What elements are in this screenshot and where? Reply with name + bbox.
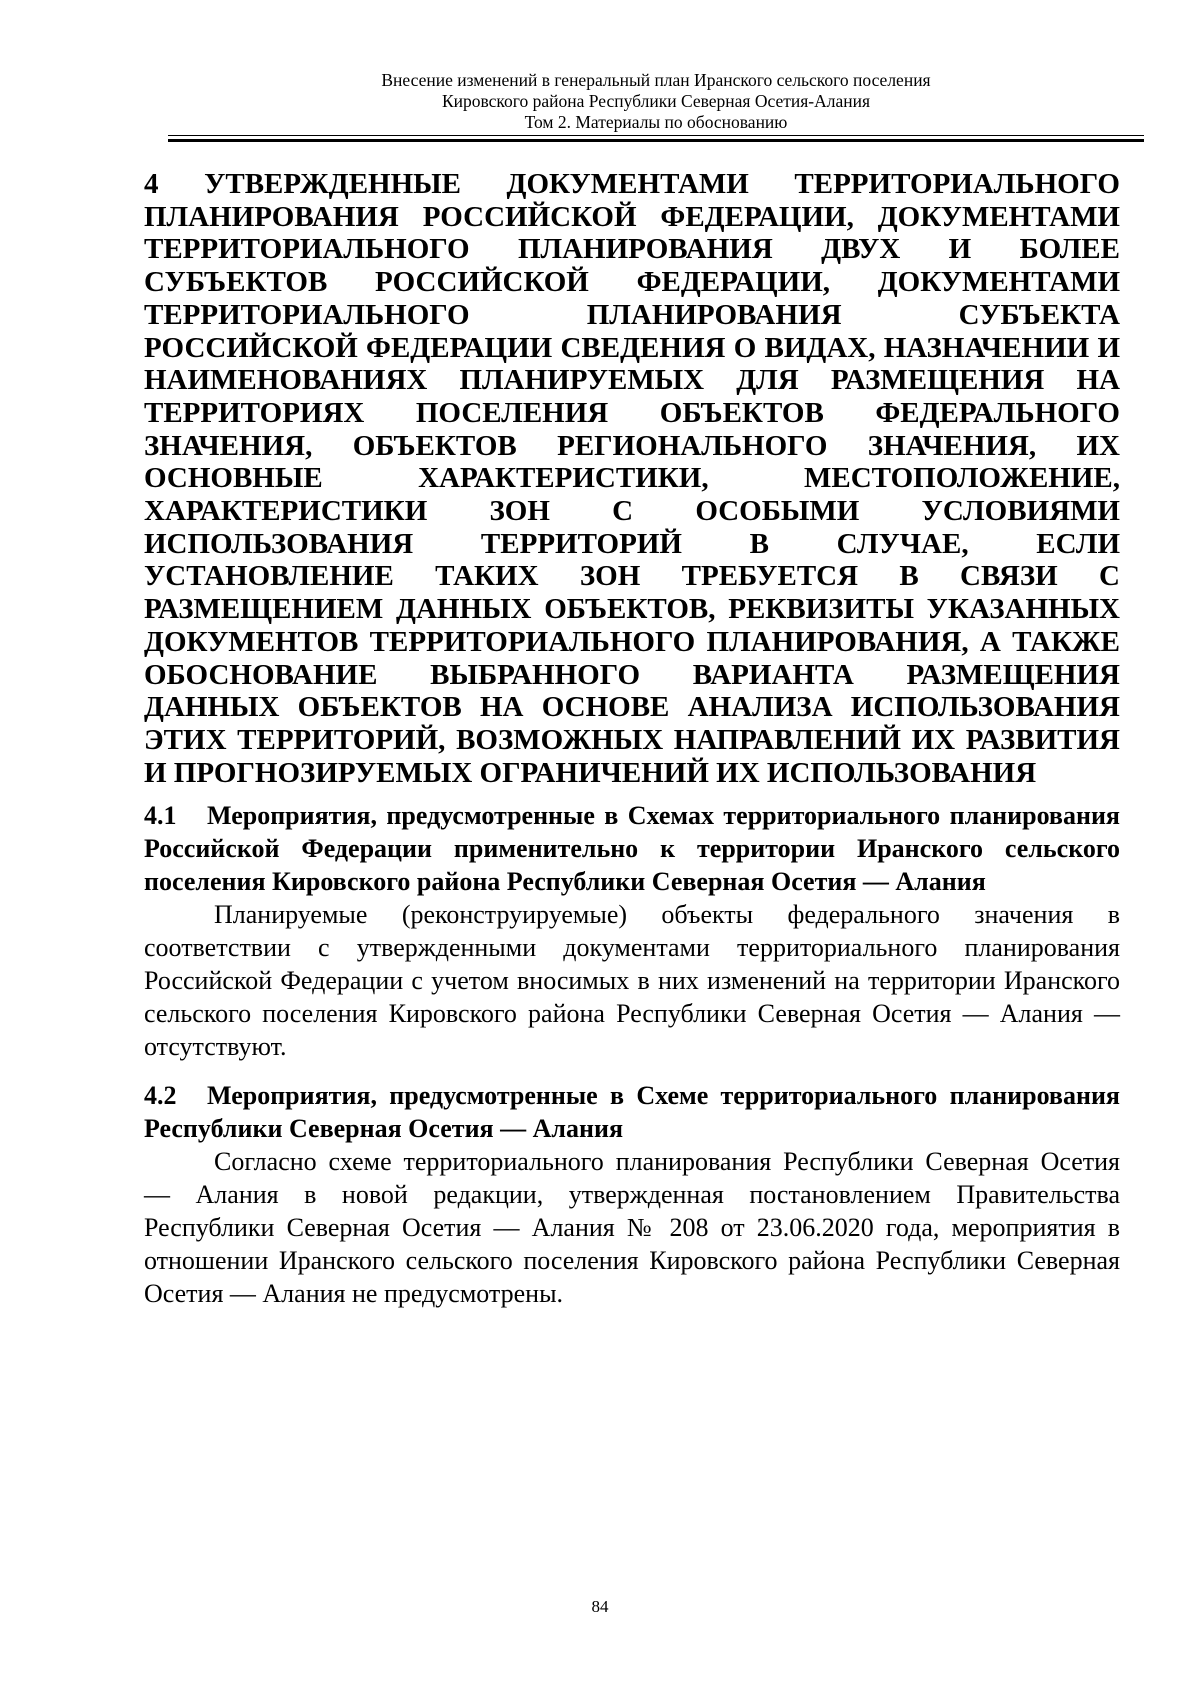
page-content — [144, 168, 1120, 1310]
section-4-1 — [144, 799, 1120, 1063]
section-body: Согласно схеме территориального планирования Республики Северная Осетия — Алания в новой редакции, утвержденная постановлением Правительства Республики Северная Осетия — Алания № 208 от 23.06.2020 года, мероприятия в отношении Иранского сельского поселения Кировского района Республики Северная Осетия — Алания не предусмотрены. — [144, 1147, 1120, 1309]
section-number: 4.2 — [144, 1081, 177, 1111]
section-title: Мероприятия, предусмотренные в Схемах территориального планирования Российской Федерации применительно к территории Иранского сельского поселения Кировского района Республики Северная Осетия — Алания — [144, 801, 1120, 897]
header-line-2: Кировского района Республики Северная Осетия-Алания — [441, 91, 871, 111]
header-rule-thick — [168, 139, 1144, 142]
section-title: Мероприятия, предусмотренные в Схеме территориального планирования Республики Северная Осетия — Алания — [144, 1081, 1120, 1144]
chapter-title: 4 УТВЕРЖДЕННЫЕ ДОКУМЕНТАМИ ТЕРРИТОРИАЛЬНОГО ПЛАНИРОВАНИЯ РОССИЙСКОЙ ФЕДЕРАЦИИ, ДОКУМЕНТАМИ ТЕРРИТОРИАЛЬНОГО ПЛАНИРОВАНИЯ ДВУХ И БОЛЕЕ СУБЪЕКТОВ РОССИЙСКОЙ ФЕДЕРАЦИИ, ДОКУМЕНТАМИ ТЕРРИТОРИАЛЬНОГО ПЛАНИРОВАНИЯ СУБЪЕКТА РОССИЙСКОЙ ФЕДЕРАЦИИ СВЕДЕНИЯ О ВИДАХ, НАЗНАЧЕНИИ И НАИМЕНОВАНИЯХ ПЛАНИРУЕМЫХ ДЛЯ РАЗМЕЩЕНИЯ НА ТЕРРИТОРИЯХ ПОСЕЛЕНИЯ ОБЪЕКТОВ ФЕДЕРАЛЬНОГО ЗНАЧЕНИЯ, ОБЪЕКТОВ РЕГИОНАЛЬНОГО ЗНАЧЕНИЯ, ИХ ОСНОВНЫЕ ХАРАКТЕРИСТИКИ, МЕСТОПОЛОЖЕНИЕ, ХАРАКТЕРИСТИКИ ЗОН С ОСОБЫМИ УСЛОВИЯМИ ИСПОЛЬЗОВАНИЯ ТЕРРИТОРИЙ В СЛУЧАЕ, ЕСЛИ УСТАНОВЛЕНИЕ ТАКИХ ЗОН ТРЕБУЕТСЯ В СВЯЗИ С РАЗМЕЩЕНИЕМ ДАННЫХ ОБЪЕКТОВ, РЕКВИЗИТЫ УКАЗАННЫХ ДОКУМЕНТОВ ТЕРРИТОРИАЛЬНОГО ПЛАНИРОВАНИЯ, А ТАКЖЕ ОБОСНОВАНИЕ ВЫБРАННОГО ВАРИАНТА РАЗМЕЩЕНИЯ ДАННЫХ ОБЪЕКТОВ НА ОСНОВЕ АНАЛИЗА ИСПОЛЬЗОВАНИЯ ЭТИХ ТЕРРИТОРИЙ, ВОЗМОЖНЫХ НАПРАВЛЕНИЙ ИХ РАЗВИТИЯ И ПРОГНОЗИРУЕМЫХ ОГРАНИЧЕНИЙ ИХ ИСПОЛЬЗОВАНИЯ — [144, 168, 1120, 789]
section-spacer — [144, 1063, 1120, 1079]
running-header — [168, 70, 1144, 133]
section-number: 4.1 — [144, 801, 177, 831]
section-heading — [144, 1079, 1120, 1145]
header-line-3: Том 2. Материалы по обоснованию — [524, 112, 788, 132]
page-number: 84 — [591, 1597, 609, 1616]
section-4-2 — [144, 1079, 1120, 1310]
header-line-1: Внесение изменений в генеральный план Иранского сельского поселения — [381, 70, 931, 90]
section-heading — [144, 799, 1120, 898]
header-rule-thin — [168, 135, 1144, 136]
section-body: Планируемые (реконструируемые) объекты федерального значения в соответствии с утвержденными документами территориального планирования Российской Федерации с учетом вносимых в них изменений на территории Иранского сельского поселения Кировского района Республики Северная Осетия — Алания — отсутствуют. — [144, 900, 1120, 1062]
